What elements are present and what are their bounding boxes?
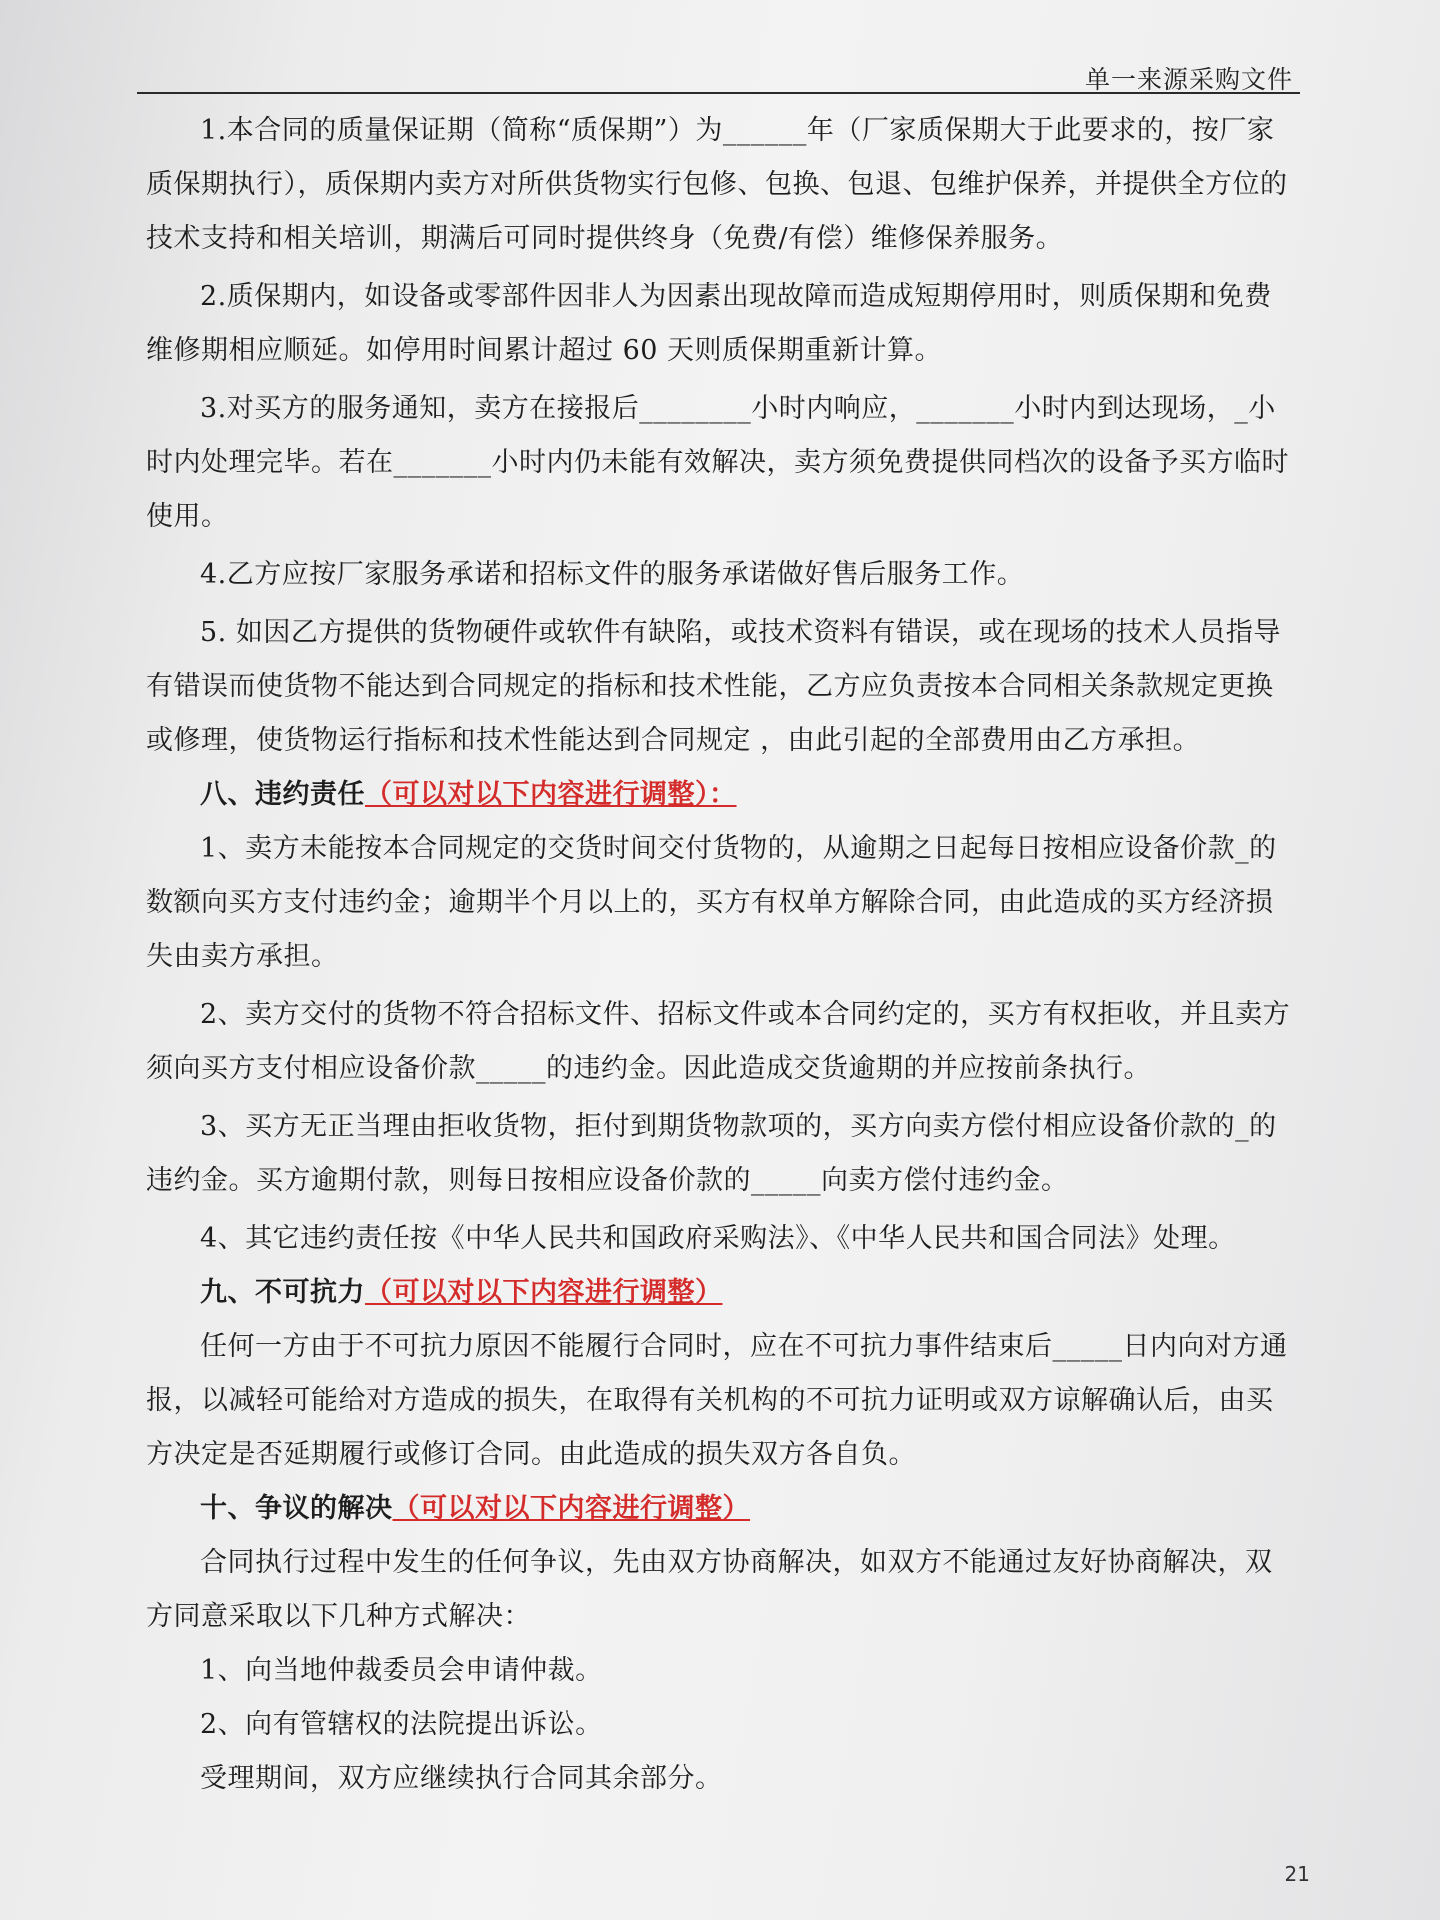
section-10-adjust-note: （可以对以下内容进行调整）: [392, 1493, 750, 1524]
section-8-title: 八、违约责任: [200, 779, 365, 810]
section-10-option-1: 1、向当地仲裁委员会申请仲裁。: [200, 1655, 603, 1686]
section-9-title: 九、不可抗力: [200, 1277, 365, 1308]
section-10-intro: 合同执行过程中发生的任何争议，先由双方协商解决，如双方不能通过友好协商解决，双方同意采取以下几种方式解决：: [146, 1547, 1273, 1632]
page-number: 21: [1284, 1862, 1310, 1886]
warranty-clause-1: 1.本合同的质量保证期（简称“质保期”）为______年（厂家质保期大于此要求的，按厂家质保期执行），质保期内卖方对所供货物实行包修、包换、包退、包维护保养，并提供全方位的技术支持和相关培训，期满后可同时提供终身（免费/有偿）维修保养服务。: [146, 115, 1288, 254]
section-10-option-2: 2、向有管辖权的法院提出诉讼。: [200, 1709, 603, 1740]
section-10-heading: [146, 1482, 1296, 1536]
section-8-adjust-note: （可以对以下内容进行调整）：: [365, 779, 737, 810]
section-8-heading: [146, 768, 1296, 822]
section-9-text: 任何一方由于不可抗力原因不能履行合同时，应在不可抗力事件结束后_____日内向对方通报，以减轻可能给对方造成的损失，在取得有关机构的不可抗力证明或双方谅解确认后，由买方决定是否延期履行或修订合同。由此造成的损失双方各自负。: [146, 1331, 1288, 1470]
warranty-clause-5: 5. 如因乙方提供的货物硬件或软件有缺陷，或技术资料有错误，或在现场的技术人员指导有错误而使货物不能达到合同规定的指标和技术性能，乙方应负责按本合同相关条款规定更换或修理，使货物运行指标和技术性能达到合同规定 ，由此引起的全部费用由乙方承担。: [146, 617, 1281, 756]
warranty-clause-2: 2.质保期内，如设备或零部件因非人为因素出现故障而造成短期停用时，则质保期和免费维修期相应顺延。如停用时间累计超过 60 天则质保期重新计算。: [146, 281, 1272, 366]
section-8-item-4: 4、其它违约责任按《中华人民共和国政府采购法》、《中华人民共和国合同法》处理。: [200, 1223, 1236, 1254]
section-9-heading: [146, 1266, 1296, 1320]
section-8-item-3: 3、买方无正当理由拒收货物，拒付到期货物款项的，买方向卖方偿付相应设备价款的_的违约金。买方逾期付款，则每日按相应设备价款的_____向卖方偿付违约金。: [146, 1111, 1277, 1196]
section-10-title: 十、争议的解决: [200, 1493, 393, 1524]
header-title: 单一来源采购文件: [1084, 65, 1293, 94]
section-8-item-2: 2、卖方交付的货物不符合招标文件、招标文件或本合同约定的，买方有权拒收，并且卖方须向买方支付相应设备价款_____的违约金。因此造成交货逾期的并应按前条执行。: [146, 999, 1291, 1084]
warranty-clause-4: 4.乙方应按厂家服务承诺和招标文件的服务承诺做好售后服务工作。: [200, 559, 1025, 590]
section-9-adjust-note: （可以对以下内容进行调整）: [365, 1277, 723, 1308]
header-divider: [137, 92, 1300, 94]
section-10-closing: 受理期间，双方应继续执行合同其余部分。: [200, 1763, 723, 1794]
warranty-clause-3: 3.对买方的服务通知，卖方在接报后________小时内响应，_______小时内到达现场，_小时内处理完毕。若在_______小时内仍未能有效解决，卖方须免费提供同档次的设备予买方临时使用。: [146, 393, 1289, 532]
section-8-item-1: 1、卖方未能按本合同规定的交货时间交付货物的，从逾期之日起每日按相应设备价款_的数额向买方支付违约金；逾期半个月以上的，买方有权单方解除合同，由此造成的买方经济损失由卖方承担。: [146, 833, 1277, 972]
document-body: [146, 104, 1296, 1806]
